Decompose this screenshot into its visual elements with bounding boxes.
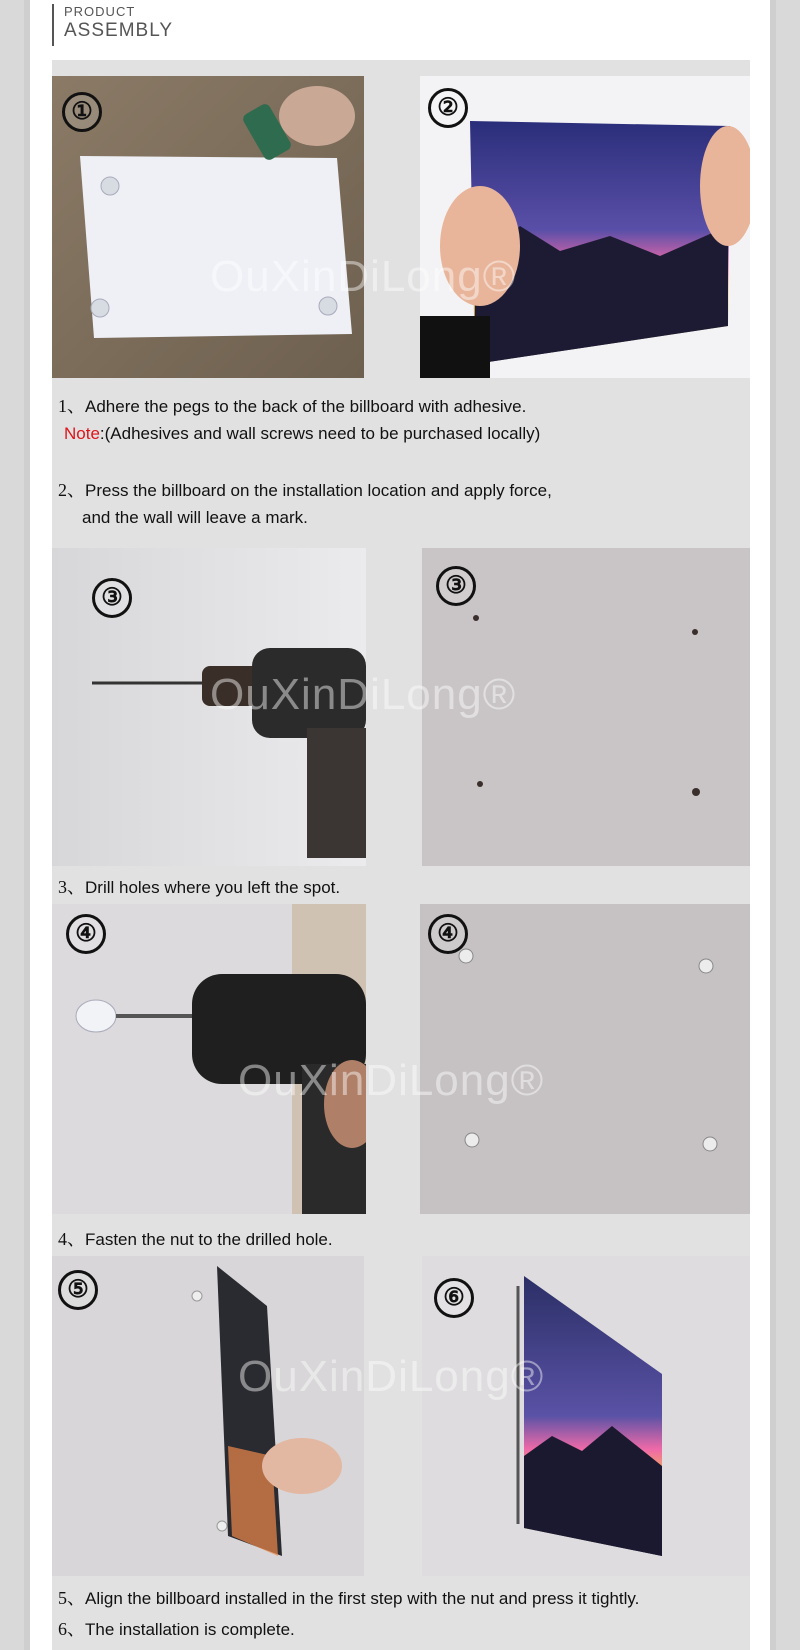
step-badge-1: ① (62, 92, 102, 132)
step-badge-4a: ④ (66, 914, 106, 954)
step6-text: The installation is complete. (85, 1620, 295, 1639)
step4-text: Fasten the nut to the drilled hole. (85, 1230, 333, 1249)
step1-text: Adhere the pegs to the back of the billboard with adhesive. (85, 397, 527, 416)
step5-number: 5、 (58, 1588, 85, 1608)
step4-photo-nuts-on-wall (420, 904, 750, 1214)
header-subtitle: PRODUCT (64, 4, 136, 19)
step2-text-line1: Press the billboard on the installation location and apply force, (85, 481, 552, 500)
step2-photo-press-board (420, 76, 750, 378)
step1-instruction (58, 392, 526, 418)
step-badge-3b: ③ (436, 566, 476, 606)
step2-number: 2、 (58, 480, 85, 500)
note-text: :(Adhesives and wall screws need to be purchased locally) (99, 424, 541, 443)
note-label: Note (64, 424, 100, 443)
step3-instruction (58, 873, 340, 899)
step-badge-3a: ③ (92, 578, 132, 618)
watermark: OuXinDiLong® (210, 670, 517, 719)
section-header (52, 4, 173, 46)
step3-text: Drill holes where you left the spot. (85, 878, 341, 897)
step2-instruction (58, 476, 552, 502)
note-line (64, 424, 540, 444)
watermark: OuXinDiLong® (210, 252, 517, 301)
step3-number: 3、 (58, 877, 85, 897)
step-badge-2: ② (428, 88, 468, 128)
header-title: ASSEMBLY (64, 20, 174, 41)
watermark: OuXinDiLong® (238, 1352, 545, 1401)
step-badge-5: ⑤ (58, 1270, 98, 1310)
step1-number: 1、 (58, 396, 85, 416)
step-badge-4b: ④ (428, 914, 468, 954)
step4-instruction (58, 1225, 333, 1251)
step6-instruction (58, 1615, 295, 1641)
step-badge-6: ⑥ (434, 1278, 474, 1318)
step4-number: 4、 (58, 1229, 85, 1249)
step6-number: 6、 (58, 1619, 85, 1639)
step5-photo-align-board (52, 1256, 364, 1576)
step5-instruction (58, 1584, 639, 1610)
step2-text-line2: and the wall will leave a mark. (82, 508, 308, 527)
watermark: OuXinDiLong® (238, 1056, 545, 1105)
step4-photo-fasten-nut (52, 904, 366, 1214)
step5-text: Align the billboard installed in the first step with the nut and press it tightly. (85, 1589, 640, 1608)
